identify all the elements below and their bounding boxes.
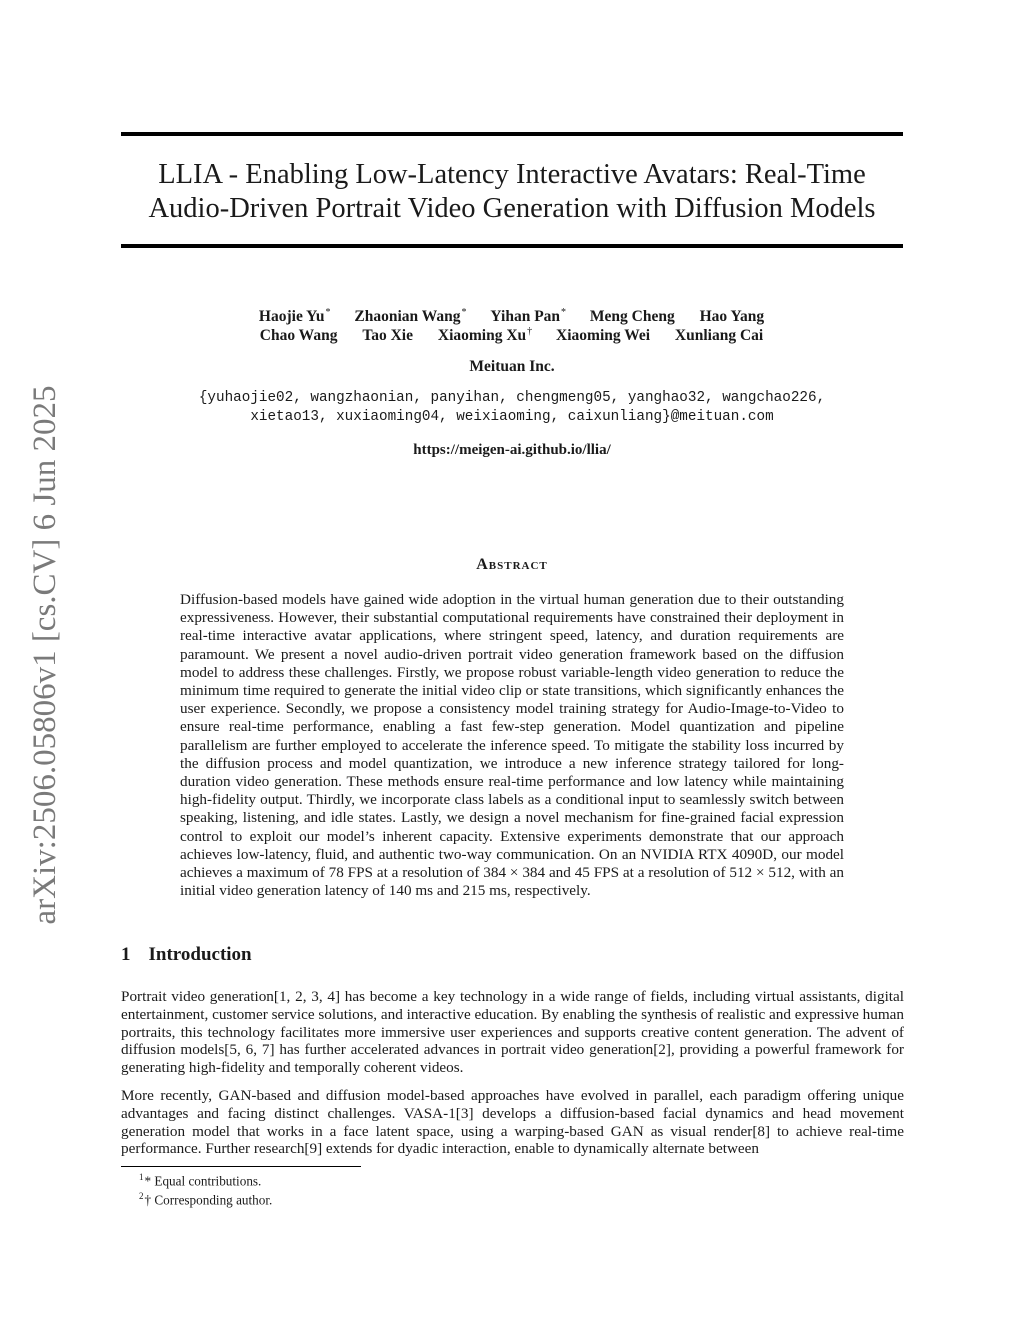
affiliation: Meituan Inc. [469, 358, 555, 375]
introduction-paragraph-2: More recently, GAN-based and diffusion model-based approaches have evolved in parallel, each paradigm offering unique advantages and facing distinct challenges. VASA-1[3] develops a diffusion-based facial dynamics and head movement generation model that works in a face latent space, using a warping-based GAN as visual render[8] to achieve real-time performance. Further research[9] extends for dyadic interaction, enable to dynamically alternate between [121, 1087, 904, 1158]
author: Xiaoming Xu† [437, 326, 533, 345]
author: Chao Wang [259, 327, 338, 345]
section-number: 1 [121, 944, 131, 965]
paper-title [121, 158, 903, 226]
section-title: Introduction [148, 944, 252, 965]
author: Hao Yang [699, 308, 765, 326]
abstract-text: Diffusion-based models have gained wide adoption in the virtual human generation due to their outstanding expressiveness. However, their substantial computational requirements have constrained their deployment in real-time interactive avatar applications, where stringent speed, latency, and duration requirements are paramount. We present a novel audio-driven portrait video generation framework based on the diffusion model to address these challenges. Firstly, we propose robust variable-length video generation to reduce the minimum time required to generate the initial video clip or state transitions, which significantly enhances the user experience. Secondly, we propose a consistency model training strategy for Audio-Image-to-Video to ensure real-time performance, enabling a fast few-step generation. Model quantization and pipeline parallelism are further employed to accelerate the inference speed. To mitigate the stability loss incurred by the diffusion process and model quantization, we introduce a new inference strategy tailored for long-duration video generation. These methods ensure real-time performance and low latency while maintaining high-fidelity output. Thirdly, we incorporate class labels as a conditional input to seamlessly switch between speaking, listening, and idle states. Lastly, we design a novel mechanism for fine-grained facial expression control to exploit our model’s inherent capacity. Extensive experiments demonstrate that our approach achieves low-latency, fluid, and authentic two-way communication. On an NVIDIA RTX 4090D, our model achieves a maximum of 78 FPS at a resolution of 384 × 384 and 45 FPS at a resolution of 512 × 512, with an initial video generation latency of 140 ms and 215 ms, respectively. [180, 591, 844, 900]
title-line-2: Audio-Driven Portrait Video Generation with Diffusion Models [148, 193, 876, 224]
author: Yihan Pan* [490, 307, 567, 326]
author: Tao Xie [362, 327, 413, 345]
arxiv-identifier: arXiv:2506.05806v1 [cs.CV] 6 Jun 2025 [27, 385, 63, 925]
title-rule-bottom [121, 244, 903, 248]
author: Haojie Yu* [258, 307, 331, 326]
title-line-1: LLIA - Enabling Low-Latency Interactive Avatars: Real-Time [158, 159, 866, 190]
section-heading-introduction [121, 944, 252, 966]
title-rule-top [121, 132, 903, 136]
email-line-2: xietao13, xuxiaoming04, weixiaoming, caixunliang}@meituan.com [250, 409, 774, 425]
email-line-1: {yuhaojie02, wangzhaonian, panyihan, chengmeng05, yanghao32, wangchao226, [198, 390, 826, 406]
footnote-2: $^2$† Corresponding author. [139, 1191, 273, 1208]
author: Meng Cheng [589, 308, 675, 326]
abstract-heading: Abstract [476, 556, 548, 573]
author: Xiaoming Wei [556, 327, 651, 345]
introduction-paragraph-1: Portrait video generation[1, 2, 3, 4] has become a key technology in a wide range of fields, including virtual assistants, digital entertainment, customer service solutions, and interactive education. By enabling the synthesis of realistic and expressive human portraits, this technology facilitates more immersive user experiences and supports creative content generation. The advent of diffusion models[5, 6, 7] has further accelerated advances in portrait video generation[2], providing a powerful framework for generating high-fidelity and temporally coherent videos. [121, 988, 904, 1077]
footnote-rule [121, 1166, 361, 1167]
author-row-2 [121, 326, 903, 345]
footnote-1: $^1$* Equal contributions. [139, 1172, 262, 1189]
author: Xunliang Cai [674, 327, 764, 345]
project-url-link[interactable]: https://meigen-ai.github.io/llia/ [413, 442, 611, 458]
author-row-1 [121, 307, 903, 326]
author: Zhaonian Wang* [354, 307, 467, 326]
